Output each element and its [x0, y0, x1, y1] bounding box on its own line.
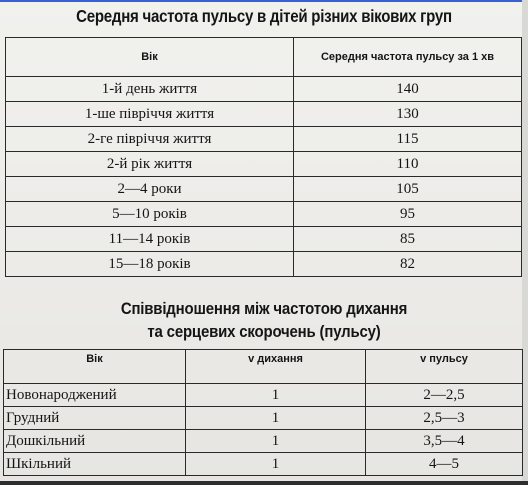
- breath-cell: 1: [186, 407, 366, 430]
- table-row: [6, 177, 522, 202]
- table-row: [6, 102, 522, 127]
- breath-cell: 1: [186, 453, 366, 476]
- pulse-cell: 115: [294, 127, 522, 152]
- age-cell: 2-ге півріччя життя: [6, 127, 294, 152]
- pulse-rate-column-header: v пульсу: [366, 350, 523, 384]
- pulse-cell: 3,5—4: [366, 430, 523, 453]
- age-cell: 1-ше півріччя життя: [6, 102, 294, 127]
- table-row: [6, 227, 522, 252]
- table-row: [6, 152, 522, 177]
- pulse-cell: 85: [294, 227, 522, 252]
- table-row: [4, 453, 523, 476]
- ratio-title-line-1: Співвідношення між частотою дихання: [120, 299, 408, 318]
- page-top-edge: [0, 0, 528, 2]
- ratio-table-header-row: [4, 350, 523, 384]
- breath-cell: 1: [186, 384, 366, 407]
- age-cell: 2-й рік життя: [6, 152, 294, 177]
- age-cell: Дошкільний: [4, 430, 186, 453]
- pulse-cell: 105: [294, 177, 522, 202]
- table-row: [4, 384, 523, 407]
- table-row: [4, 407, 523, 430]
- pulse-cell: 2,5—3: [366, 407, 523, 430]
- pulse-column-header: Середня частота пульсу за 1 хв: [294, 38, 522, 77]
- ratio-table-title: [32, 297, 497, 343]
- pulse-table-header-row: [6, 38, 522, 77]
- table-row: [6, 127, 522, 152]
- pulse-cell: 4—5: [366, 453, 523, 476]
- page-bottom-edge: [0, 481, 528, 485]
- pulse-cell: 140: [294, 77, 522, 102]
- table-row: [6, 252, 522, 277]
- age-cell: 5—10 років: [6, 202, 294, 227]
- age-column-header: Вік: [4, 350, 186, 384]
- age-cell: 15—18 років: [6, 252, 294, 277]
- pulse-cell: 110: [294, 152, 522, 177]
- ratio-title-line-2: та серцевих скорочень (пульсу): [147, 322, 381, 341]
- pulse-cell: 2—2,5: [366, 384, 523, 407]
- ratio-table: [3, 349, 523, 476]
- table-row: [6, 77, 522, 102]
- age-cell: Шкільний: [4, 453, 186, 476]
- pulse-table-title: Середня частота пульсу в дітей різних вікових груп: [76, 6, 452, 26]
- pulse-cell: 82: [294, 252, 522, 277]
- pulse-table: [5, 37, 522, 277]
- age-cell: Новонароджений: [4, 384, 186, 407]
- table-row: [4, 430, 523, 453]
- age-cell: 11—14 років: [6, 227, 294, 252]
- age-column-header: Вік: [6, 38, 294, 77]
- age-cell: 1-й день життя: [6, 77, 294, 102]
- pulse-cell: 130: [294, 102, 522, 127]
- table-row: [6, 202, 522, 227]
- age-cell: Грудний: [4, 407, 186, 430]
- age-cell: 2—4 роки: [6, 177, 294, 202]
- breath-rate-column-header: v дихання: [186, 350, 366, 384]
- pulse-cell: 95: [294, 202, 522, 227]
- breath-cell: 1: [186, 430, 366, 453]
